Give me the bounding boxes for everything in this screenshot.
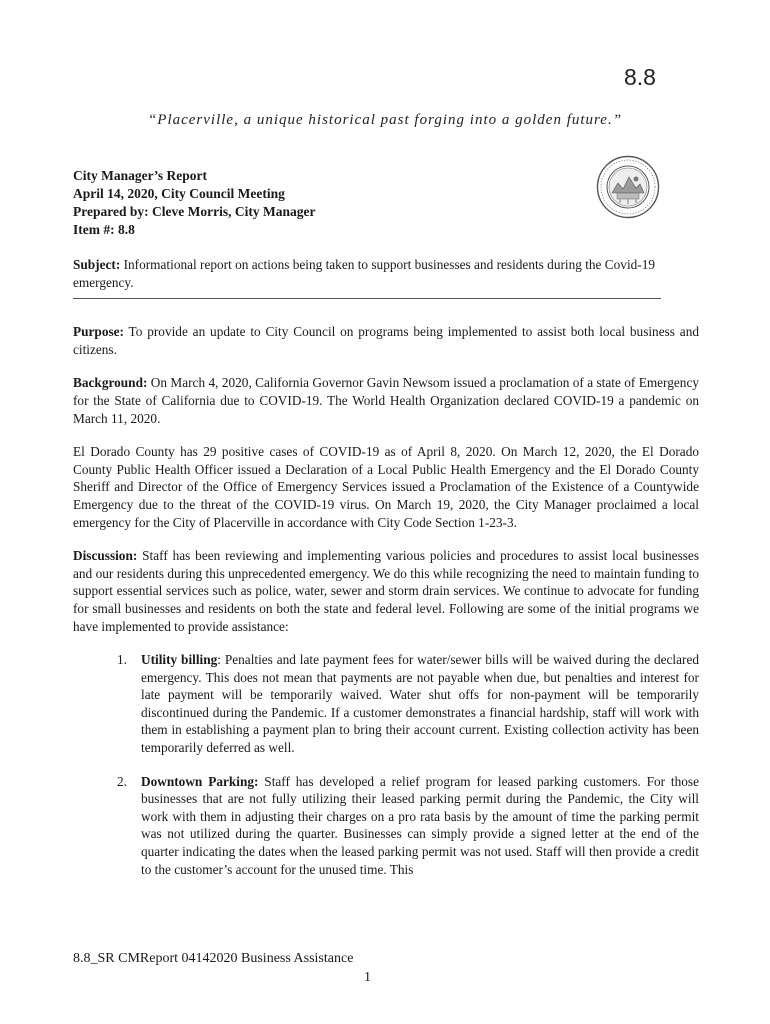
purpose-text: To provide an update to City Council on programs being implemented to assist both local business and citizens. (73, 324, 699, 357)
footer-page-number: 1 (364, 970, 371, 985)
page-number: 8.8 (624, 64, 656, 90)
el-dorado-paragraph: El Dorado County has 29 positive cases of COVID-19 as of April 8, 2020. On March 12, 2020, the El Dorado County Public Health Officer issued a Declaration of a Local Public Health Emergency and the El Dorado County Sheriff and Director of the Office of Emergency Services issued a Proclamation of the Existence of a Countywide Emergency due to the threat of the COVID-19 virus. On March 19, 2020, the City Manager proclaimed a local emergency for the City of Placerville in accordance with City Code Section 1-23-3. (73, 444, 699, 530)
list-item-text: Staff has developed a relief program for leased parking customers. For those businesses that are not fully utilizing their leased parking permit during the Pandemic, the City will work with them in adjusting their charges on a pro rata basis by the amount of time the parking permit was not utilized during the quarter. Businesses can simply provide a signed letter at the end of the quarter indicating the dates when the leased parking permit was not used. Staff will then provide a credit to the customer’s account for the unused time. This (141, 773, 699, 877)
item-number: Item #: 8.8 (73, 222, 135, 237)
city-seal-icon (596, 155, 660, 219)
list-item-number: 1. (117, 652, 127, 668)
meeting-date: April 14, 2020, City Council Meeting (73, 186, 285, 201)
list-item (73, 773, 699, 879)
background-label: Background: (73, 375, 148, 391)
list-item-text: : Penalties and late payment fees for water/sewer bills will be waived during the declared emergency. This does not mean that payments are not payable when due, but penalties and interest for late payment will be temporarily waived. Water shut offs for non-payment will be temporarily discontinued during the Pandemic. If a customer demonstrates a financial hardship, staff will work with them in establishing a payment plan to bring their account current. Existing collection activity has been temporarily deferred as well. (141, 652, 699, 756)
discussion-text: Staff has been reviewing and implementing various policies and procedures to assist local businesses and our residents during this unprecedented emergency. We do this while recognizing the need to maintain funding to support essential services such as police, water, sewer and storm drain services. We continue to advocate for funding for small businesses and residents on both the state and federal level. Following are some of the initial programs we have implemented to provide assistance: (73, 548, 699, 634)
background-text: On March 4, 2020, California Governor Gavin Newsom issued a proclamation of a state of Emergency for the State of California due to COVID-19. The World Health Organization declared COVID-19 a pandemic on March 11, 2020. (73, 375, 699, 426)
prepared-by: Prepared by: Cleve Morris, City Manager (73, 204, 316, 219)
city-motto: “Placerville, a unique historical past forging into a golden future.” (147, 112, 623, 128)
purpose-paragraph (73, 323, 699, 358)
background-paragraph (73, 374, 699, 427)
divider (73, 298, 661, 299)
subject-text: Informational report on actions being taken to support businesses and residents during the Covid-19 emergency. (73, 257, 656, 290)
discussion-label: Discussion: (73, 548, 138, 564)
subject-paragraph (73, 256, 663, 291)
assistance-list (73, 651, 699, 878)
report-header (73, 167, 315, 239)
list-item (73, 651, 699, 757)
footer-filename: 8.8_SR CMReport 04142020 Business Assistance (73, 951, 354, 966)
list-item-number: 2. (117, 773, 127, 789)
discussion-paragraph (73, 547, 699, 635)
list-item-label: Utility billing (141, 652, 218, 668)
report-title: City Manager’s Report (73, 168, 207, 183)
purpose-label: Purpose: (73, 324, 124, 340)
list-item-label: Downtown Parking: (141, 773, 259, 789)
report-body (73, 256, 699, 878)
subject-label: Subject: (73, 257, 121, 272)
